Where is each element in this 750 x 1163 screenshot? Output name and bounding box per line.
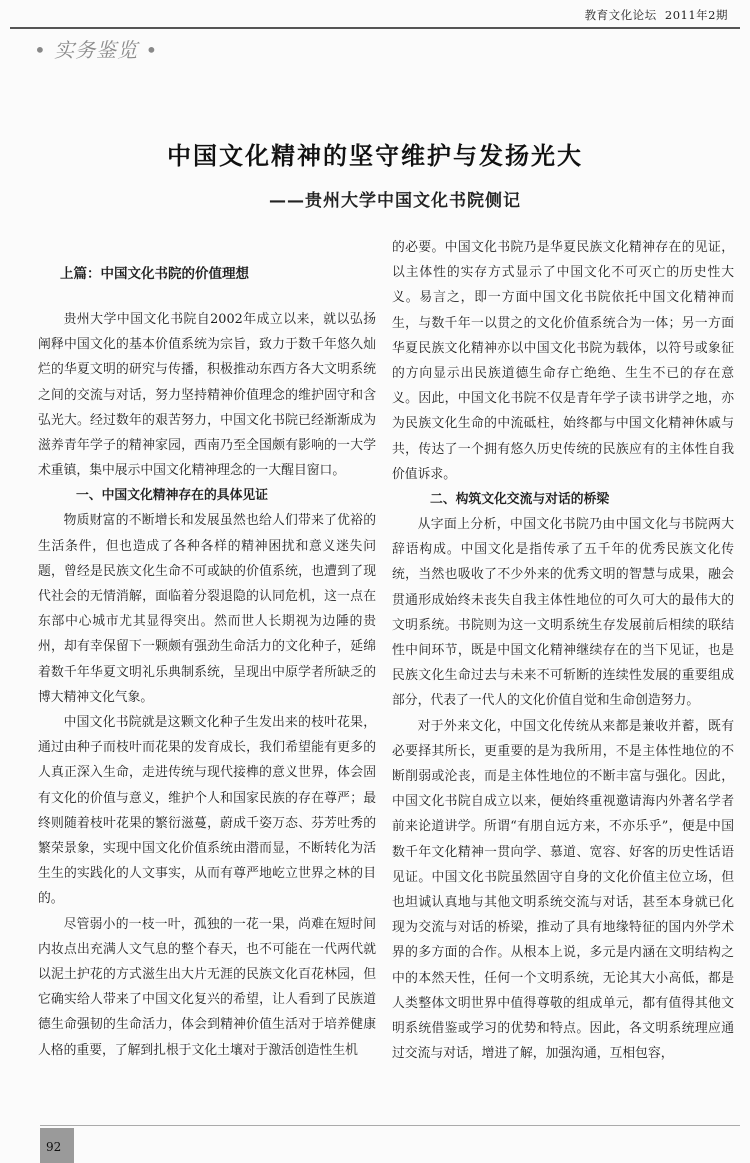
intro-paragraph: 贵州大学中国文化书院自2002年成立以来，就以弘扬阐释中国文化的基本价值系统为宗旨，致力于数千年悠久灿烂的华夏文明的研究与传播，积极推动东西方各大文明系统之间的交流与对话，努力坚持精神价值理念的维护固守和含弘光大。经过数年的艰苦努力，中国文化书院已经渐渐成为滋养青年学子的精神家园，西南乃至全国颇有影响的一大学术重镇，集中展示中国文化精神理念的一大醒目窗口。: [38, 312, 376, 479]
body-paragraph: 尽管弱小的一枝一叶，孤独的一花一果，尚难在短时间内妆点出充满人文气息的整个春天，也不可能在一代两代就以泥土护花的方式滋生出大片无涯的民族文化百花林园，但它确实给人带来了中国文化复兴的希望，让人看到了民族道德生命强韧的生命活力，体会到精神价值生活对于培养健康人格的重要，了解到扎根于文化土壤对于激活创造性生机: [38, 916, 376, 1058]
header-rule: [10, 27, 740, 29]
body-paragraph: 从字面上分析，中国文化书院乃由中国文化与书院两大辞语构成。中国文化是指传承了五千年的优秀民族文化传统，当然也吸收了不少外来的优秀文明的智慧与成果，融会贯通形成始终未丧失自我主体性地位的可久可大的最伟大的文明系统。书院则为这一文明系统生存发展前后相续的联结性中间环节，既是中国文化精神继续存在的当下见证，也是民族文化生命过去与未来不可斩断的连续性发展的重要组成部分，代表了一代人的文化价值自觉和生命创造努力。: [392, 517, 734, 709]
section-heading-2: 二、构筑文化交流与对话的桥梁: [430, 492, 610, 508]
article-subtitle: ——贵州大学中国文化书院侧记: [269, 191, 521, 211]
left-column: [38, 262, 376, 1063]
journal-issue: [585, 7, 728, 23]
article-title: 中国文化精神的坚守维护与发扬光大: [167, 142, 583, 170]
right-column: [392, 235, 734, 1067]
section-heading-1: 一、中国文化精神存在的具体见证: [76, 488, 268, 504]
footer-rule: [40, 1125, 740, 1126]
issue-label: 2011年2期: [664, 8, 728, 22]
part-heading: 上篇：中国文化书院的价值理想: [60, 266, 249, 282]
section-tag: • 实务鉴览 •: [34, 38, 159, 62]
body-paragraph: 对于外来文化，中国文化传统从来都是兼收并蓄，既有必要择其所长，更重要的是为我所用，不是主体性地位的不断削弱或沦丧，而是主体性地位的不断丰富与强化。因此，中国文化书院自成立以来，便始终重视邀请海内外著名学者前来论道讲学。所谓“有朋自远方来，不亦乐乎”，便是中国数千年文化精神一贯向学、慕道、宽容、好客的历史性话语见证。中国文化书院虽然固守自身的文化价值主位立场，但也坦诚认真地与其他文明系统交流与对话，甚至本身就已化现为交流与对话的桥梁，推动了具有地缘特征的国内外学术界的多方面的合作。从根本上说，多元是内涵在文明结构之中的本然天性，任何一个文明系统，无论其大小高低，都是人类整体文明世界中值得尊敬的组成单元，都有值得其他文明系统借鉴或学习的优势和特点。因此，各文明系统理应通过交流与对话，增进了解，加强沟通，互相包容，: [392, 718, 734, 1062]
journal-name: 教育文化论坛: [584, 8, 657, 22]
running-header: [0, 0, 750, 30]
body-paragraph: 中国文化书院就是这颗文化种子生发出来的枝叶花果，通过由种子而枝叶而花果的发育成长，我们希望能有更多的人真正深入生命，走进传统与现代接榫的意义世界，体会固有文化的价值与意义，维护个人和国家民族的存在尊严；最终则随着枝叶花果的繁衍滋蔓，蔚成千姿万态、芬芳吐秀的繁荣景象，实现中国文化价值系统由潜而显，不断转化为活生生的实践化的人文事实，从而有尊严地屹立世界之林的目的。: [38, 715, 376, 907]
body-paragraph: 物质财富的不断增长和发展虽然也给人们带来了优裕的生活条件，但也造成了各种各样的精神困扰和意义迷失问题，曾经是民族文化生命不可或缺的价值系统，也遭到了现代社会的无情消解，面临着分裂退隐的认同危机，这一点在东部中心城市尤其显得突出。然而世人长期视为边陲的贵州，却有幸保留下一颗颇有强劲生命活力的文化种子，延绵着数千年华夏文明礼乐典制系统，呈现出中原学者所缺乏的博大精神文化气象。: [38, 513, 376, 705]
body-paragraph: 的必要。中国文化书院乃是华夏民族文化精神存在的见证，以主体性的实存方式显示了中国文化不可灭亡的历史性大义。易言之，即一方面中国文化书院依托中国文化精神而生，与数千年一以贯之的文化价值系统合为一体；另一方面华夏民族文化精神亦以中国文化书院为载体，以符号或象征的方向显示出民族道德生命存亡绝绝、生生不已的存在意义。因此，中国文化书院不仅是青年学子读书讲学之地，亦为民族文化生命的中流砥柱，始终都与中国文化精神休戚与共，传达了一个拥有悠久历史传统的民族应有的主体性自我价值诉求。: [392, 240, 734, 482]
page-number: 92: [46, 1140, 62, 1154]
